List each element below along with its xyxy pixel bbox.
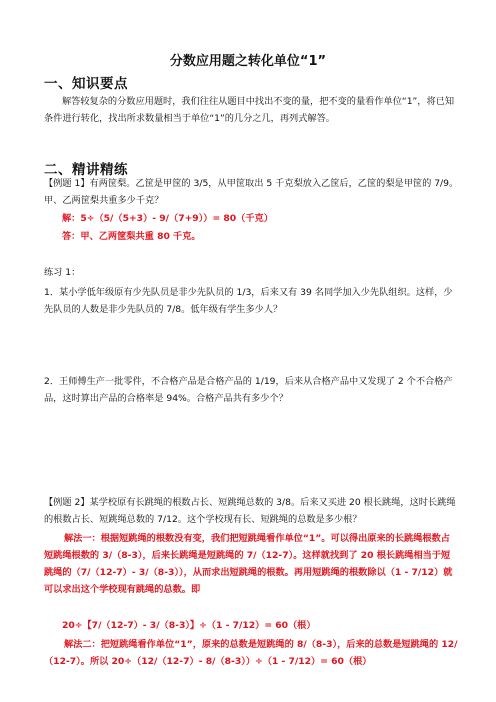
example-1-answer: 答：甲、乙两筐梨共重 80 千克。 <box>62 231 201 242</box>
example-1-solution: 解：5÷（5/（5+3）- 9/（7+9））= 80（千克） <box>62 213 273 224</box>
practice-question-1: 1．某小学低年级原有少先队员是非少先队员的 1/3，后来又有 39 名同学加入少先队组织。这样，少先队员的人数是非少先队员的 7/8。低年级有学生多少人？ <box>44 287 453 315</box>
knowledge-paragraph: 解答较复杂的分数应用题时，我们往往从题目中找出不变的量，把不变的量看作单位“1”，将已知条件进行转化，找出所求数量相当于单位“1”的几分之几，再列式解答。 <box>44 96 455 124</box>
section-heading-knowledge: 一、知识要点 <box>44 76 128 92</box>
practice-label: 练习 1： <box>44 267 81 278</box>
page-title: 分数应用题之转化单位“1” <box>169 54 327 69</box>
section-heading-practice: 二、精讲精练 <box>44 162 128 178</box>
example-2-method-1: 解法一：根据短跳绳的根数没有变，我们把短跳绳看作单位“1”。可以得出原来的长跳绳根数占短跳绳根数的 3/（8-3），后来长跳绳是短跳绳的 7/（12-7）。这样就找到了 20 根长跳绳相当于短跳绳的（7/（12-7）- 3/（8-3）），从而求出短跳绳的根数。再用短跳绳的根数除以（1 - 7/12）就可以求出这个学校现有跳绳的总数。即 <box>44 533 453 595</box>
example-2-method-1-formula: 20÷【7/（12-7）- 3/（8-3）】÷（1 - 7/12）= 60（根） <box>62 620 316 631</box>
example-1-text: 【例题 1】有两筐梨。乙筐是甲筐的 3/5，从甲筐取出 5 千克梨放入乙筐后，乙筐的梨是甲筐的 7/9。甲、乙两筐梨共重多少千克？ <box>44 178 459 206</box>
example-2-method-2: 解法二：把短跳绳看作单位“1”，原来的总数是短跳绳的 8/（8-3），后来的总数是短跳绳的 12/（12-7）。所以 20÷（12/（12-7）- 8/（8-3））÷（1 - 7/12）= 60（根） <box>44 639 458 667</box>
example-2-text: 【例题 2】某学校原有长跳绳的根数占长、短跳绳总数的 3/8。后来又买进 20 根长跳绳，这时长跳绳的根数占长、短跳绳总数的 7/12。这个学校现有长、短跳绳的总数是多少根？ <box>44 497 456 525</box>
practice-question-2: 2．王师傅生产一批零件，不合格产品是合格产品的 1/19，后来从合格产品中又发现了 2 个不合格产品，这时算出产品的合格率是 94%。合格产品共有多少个？ <box>44 376 453 404</box>
